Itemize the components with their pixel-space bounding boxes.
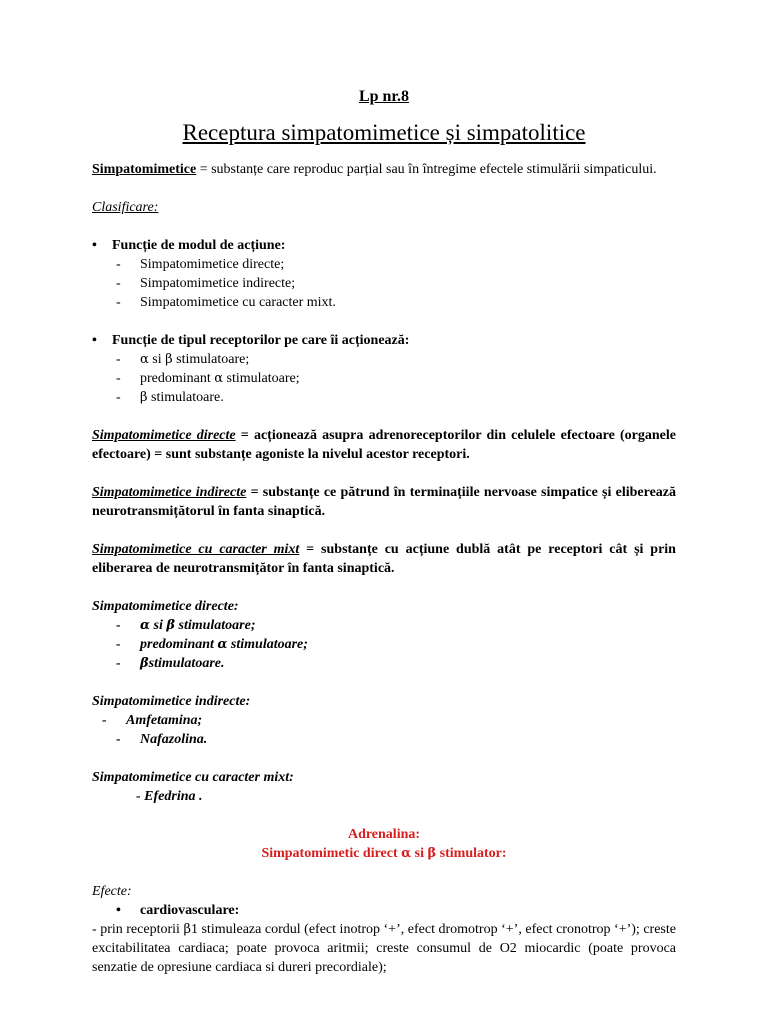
direct-heading: Simpatomimetice directe: <box>92 599 239 614</box>
list-item: - α si β stimulatoare; <box>114 616 676 635</box>
list-item: - Simpatomimetice directe; <box>114 255 676 274</box>
indirect-heading: Simpatomimetice indirecte: <box>92 694 251 709</box>
list-item: - Simpatomimetice cu caracter mixt. <box>114 293 676 312</box>
document-title: Receptura simpatomimetice și simpatolitice <box>182 120 586 145</box>
document-body <box>92 160 676 977</box>
intro-definition: = substanțe care reproduc parțial sau în întregime efectele stimulării simpaticului. <box>196 162 657 177</box>
list-item: - predominant α stimulatoare; <box>114 369 676 388</box>
definition-mixed: Simpatomimetice cu caracter mixt = substanțe cu acțiune dublă atât pe receptori cât și prin eliberarea de neurotransmițător în fanta sinaptică. <box>92 542 676 576</box>
adrenalina-subtitle: Simpatomimetic direct α si β stimulator: <box>261 846 507 861</box>
list-item: - βstimulatoare. <box>114 654 676 673</box>
classification-group-2 <box>92 331 676 407</box>
definition-direct: Simpatomimetice directe = acționează asupra adrenoreceptorilor din celulele efectoare (organele efectoare) = sunt substanțe agoniste la nivelul acestor receptori. <box>92 428 676 462</box>
mixed-heading: Simpatomimetice cu caracter mixt: <box>92 770 294 785</box>
list-item: - Simpatomimetice indirecte; <box>114 274 676 293</box>
group1-title: • Funcție de modul de acțiune: <box>92 236 676 255</box>
effects-section <box>92 882 676 977</box>
mixed-item: - Efedrina . <box>136 789 203 804</box>
classification-group-1 <box>92 236 676 312</box>
list-item: - predominant α stimulatoare; <box>114 635 676 654</box>
intro-paragraph <box>92 160 676 179</box>
effects-heading: Efecte: <box>92 884 132 899</box>
intro-term: Simpatomimetice <box>92 162 197 177</box>
list-item: - Nafazolina. <box>114 730 676 749</box>
adrenalina-section <box>92 825 676 863</box>
effects-bullet: • cardiovasculare: <box>92 901 676 920</box>
list-item: - β stimulatoare. <box>114 388 676 407</box>
adrenalina-title: Adrenalina: <box>347 827 421 842</box>
classification-heading: Clasificare: <box>92 200 159 215</box>
indirect-section <box>92 692 676 749</box>
list-item: - Amfetamina; <box>100 711 676 730</box>
direct-section <box>92 597 676 673</box>
definition-indirect: Simpatomimetice indirecte = substanțe ce pătrund în terminațiile nervoase simpatice și eliberează neurotransmițătorul în fanta sinaptică. <box>92 485 677 519</box>
effects-text: - prin receptorii β1 stimuleaza cordul (efect inotrop ‘+’, efect dromotrop ‘+’, efect cronotrop ‘+’); creste excitabilitatea cardiaca; poate provoca aritmii; creste consumul de O2 miocardic (poate provoca senzatie de opresiune cardiaca si dureri precordiale); <box>92 922 676 975</box>
group2-title: • Funcție de tipul receptorilor pe care îi acționează: <box>92 331 676 350</box>
mixed-section <box>92 768 676 806</box>
page-number: Lp nr.8 <box>358 88 410 105</box>
list-item: - α si β stimulatoare; <box>114 350 676 369</box>
